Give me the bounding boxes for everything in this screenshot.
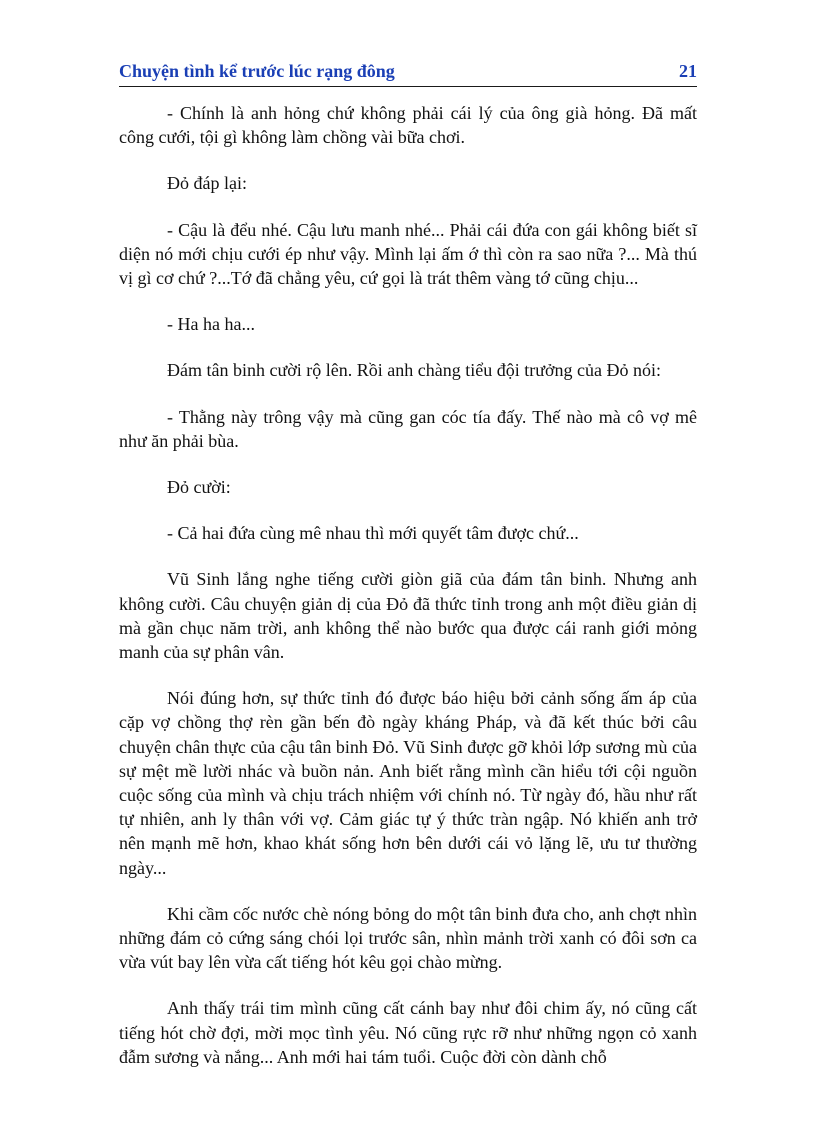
paragraph: - Ha ha ha...: [167, 314, 255, 335]
paragraph: Đỏ cười:: [167, 477, 231, 498]
paragraph: - Cả hai đứa cùng mê nhau thì mới quyết tâm được chứ...: [167, 523, 579, 544]
paragraph: - Thằng này trông vậy mà cũng gan cóc tía đấy. Thế nào mà cô vợ mê như ăn phải bùa.: [119, 406, 697, 451]
paragraph: Nói đúng hơn, sự thức tỉnh đó được báo hiệu bởi cảnh sống ấm áp của cặp vợ chồng thợ rèn gần bến đò ngày kháng Pháp, và đã kết thúc bởi câu chuyện chân thực của cậu tân binh Đỏ. Vũ Sinh được gỡ khỏi lớp sương mù của sự mệt mề lười nhác và buồn nản. Anh biết rằng mình cần hiểu tới cội nguồn cuộc sống của mình và chịu trách nhiệm với chính nó. Từ ngày đó, hầu như rất tự nhiên, anh ly thân với vợ. Cảm giác tự ý thức tràn ngập. Nó khiến anh trở nên mạnh mẽ hơn, khao khát sống hơn bên dưới cái vỏ lặng lẽ, ưu tư thường ngày...: [119, 688, 697, 878]
paragraph: Vũ Sinh lắng nghe tiếng cười giòn giã của đám tân binh. Nhưng anh không cười. Câu chuyện giản dị của Đỏ đã thức tỉnh trong anh một điều giản dị mà gần chục năm trời, anh không thể nào bước qua được cái ranh giới mỏng manh của sự phân vân.: [119, 569, 697, 663]
paragraph: - Cậu là đểu nhé. Cậu lưu manh nhé... Phải cái đứa con gái không biết sĩ diện nó mới chịu cưới ép như vậy. Mình lại ấm ớ thì còn ra sao nữa ?... Mà thú vị gì cơ chứ ?...Tớ đã chẳng yêu, cứ gọi là trát thêm vàng tớ cũng chịu...: [119, 219, 697, 289]
paragraph: Anh thấy trái tim mình cũng cất cánh bay như đôi chim ấy, nó cũng cất tiếng hót chờ đợi, mời mọc tình yêu. Nó cũng rực rỡ như những ngọn cỏ xanh đẫm sương và nắng... Anh mới hai tám tuổi. Cuộc đời còn dành chỗ: [119, 998, 697, 1067]
paragraph: - Chính là anh hỏng chứ không phải cái lý của ông già hỏng. Đã mất công cưới, tội gì không làm chồng vài bữa chơi.: [119, 103, 697, 148]
paragraph: Đỏ đáp lại:: [167, 173, 247, 194]
page-header: [119, 58, 697, 87]
paragraph: Khi cầm cốc nước chè nóng bỏng do một tân binh đưa cho, anh chợt nhìn những đám cỏ cứng sáng chói lọi trước sân, nhìn mảnh trời xanh có đôi sơn ca vừa vút bay lên vừa cất tiếng hót kêu gọi chào mừng.: [119, 903, 697, 973]
paragraph: Đám tân binh cười rộ lên. Rồi anh chàng tiểu đội trưởng của Đỏ nói:: [167, 360, 661, 381]
page-number: 21: [679, 61, 697, 81]
body-text: [119, 101, 697, 1091]
running-title: Chuyện tình kể trước lúc rạng đông: [119, 61, 395, 81]
